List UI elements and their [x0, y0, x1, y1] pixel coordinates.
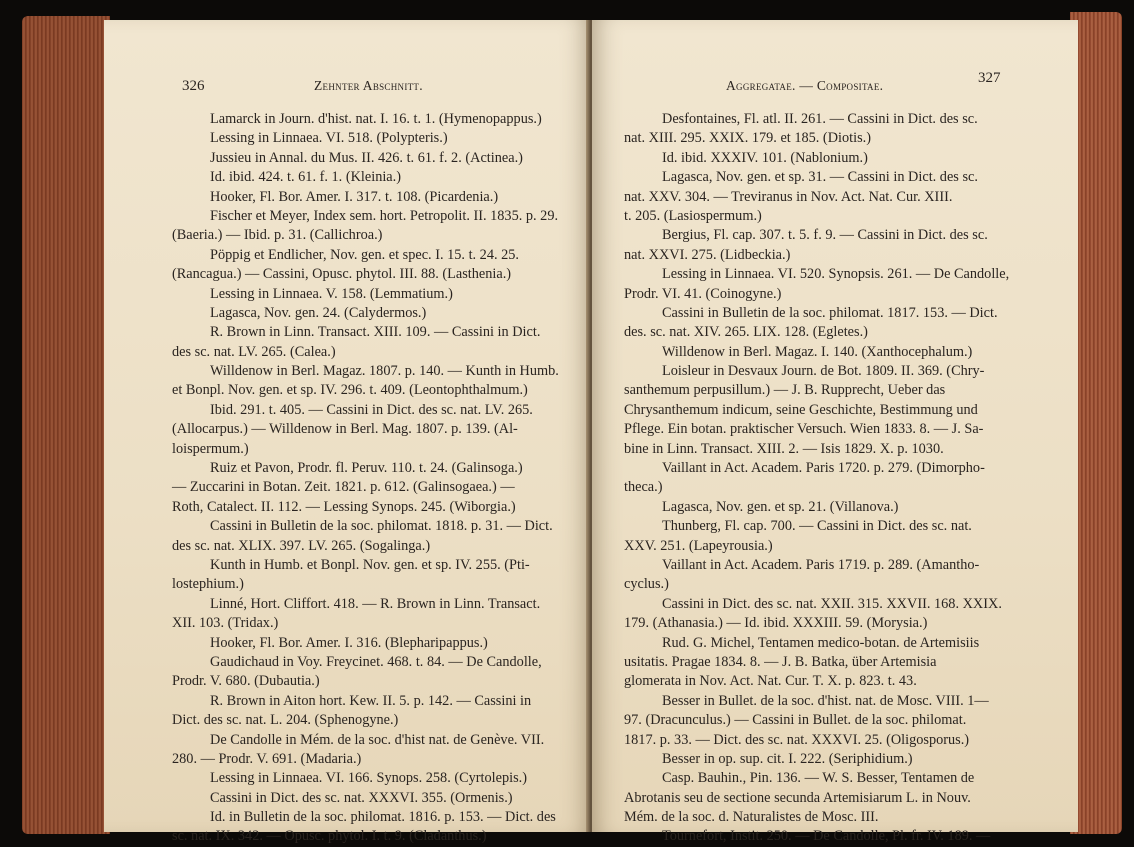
- left-page: [104, 20, 590, 845]
- text-line: De Candolle in Mém. de la soc. d'hist nat. de Genève. VII.: [210, 731, 545, 748]
- text-line: R. Brown in Linn. Transact. XIII. 109. — Cassini in Dict.: [210, 324, 541, 341]
- text-line: Lessing in Linnaea. VI. 166. Synops. 258. (Cyrtolepis.): [210, 770, 528, 787]
- text-line: loispermum.): [172, 440, 249, 457]
- text-line: Pflege. Ein botan. praktischer Versuch. Wien 1833. 8. — J. Sa-: [624, 421, 984, 438]
- text-line: lostephium.): [172, 576, 244, 593]
- text-line: Roth, Catalect. II. 112. — Lessing Synops. 245. (Wiborgia.): [172, 498, 516, 515]
- text-line: (Allocarpus.) — Willdenow in Berl. Mag. 1807. p. 139. (Al-: [172, 421, 518, 438]
- text-line: Prodr. V. 680. (Dubautia.): [172, 673, 320, 690]
- text-line: Lagasca, Nov. gen. 24. (Calydermos.): [210, 304, 427, 321]
- text-line: Vaillant in Act. Academ. Paris 1720. p. 279. (Dimorpho-: [662, 460, 985, 477]
- text-line: R. Brown in Aiton hort. Kew. II. 5. p. 142. — Cassini in: [210, 692, 532, 709]
- text-line: Abrotanis seu de sectione secunda Artemisiarum L. in Nouv.: [624, 789, 971, 806]
- text-line: des sc. nat. LV. 265. (Calea.): [172, 343, 336, 360]
- text-line: Willdenow in Berl. Magaz. I. 140. (Xanthocephalum.): [662, 343, 973, 360]
- text-line: Loisleur in Desvaux Journ. de Bot. 1809. II. 369. (Chry-: [662, 363, 985, 380]
- text-line: Hooker, Fl. Bor. Amer. I. 316. (Blepharipappus.): [210, 634, 488, 651]
- text-line: Besser in op. sup. cit. I. 222. (Seriphidium.): [662, 750, 913, 767]
- text-line: Id. ibid. XXXIV. 101. (Nablonium.): [662, 149, 868, 166]
- text-line: Cassini in Dict. des sc. nat. XXII. 315. XXVII. 168. XXIX.: [662, 595, 1002, 612]
- running-head: Zehnter Abschnitt.: [314, 78, 423, 93]
- text-line: XXV. 251. (Lapeyrousia.): [624, 537, 773, 554]
- text-line: Desfontaines, Fl. atl. II. 261. — Cassini in Dict. des sc.: [662, 111, 978, 127]
- text-line: Lamarck in Journ. d'hist. nat. I. 16. t. 1. (Hymenopappus.): [210, 111, 542, 127]
- text-line: Linné, Hort. Cliffort. 418. — R. Brown in Linn. Transact.: [210, 595, 541, 612]
- text-block: [624, 110, 1009, 847]
- text-line: 179. (Athanasia.) — Id. ibid. XXXIII. 59. (Morysia.): [624, 615, 928, 632]
- text-line: (Baeria.) — Ibid. p. 31. (Callichroa.): [172, 227, 383, 244]
- text-line: Vaillant in Act. Academ. Paris 1719. p. 289. (Amantho-: [662, 556, 980, 573]
- text-line: Kunth in Humb. et Bonpl. Nov. gen. et sp. IV. 255. (Pti-: [210, 556, 530, 573]
- text-line: theca.): [624, 479, 663, 496]
- book-fore-edge-left: [22, 16, 110, 834]
- text-line: Mém. de la soc. d. Naturalistes de Mosc. III.: [624, 809, 879, 826]
- text-line: Gaudichaud in Voy. Freycinet. 468. t. 84. — De Candolle,: [210, 653, 542, 670]
- text-line: Dict. des sc. nat. L. 204. (Sphenogyne.): [172, 712, 399, 729]
- text-line: Hooker, Fl. Bor. Amer. I. 317. t. 108. (Picardenia.): [210, 188, 499, 205]
- text-line: (Rancagua.) — Cassini, Opusc. phytol. III. 88. (Lasthenia.): [172, 266, 512, 283]
- text-line: des. sc. nat. XIV. 265. LIX. 128. (Egletes.): [624, 324, 868, 341]
- text-line: Lessing in Linnaea. V. 158. (Lemmatium.): [210, 285, 453, 302]
- text-line: Willdenow in Berl. Magaz. 1807. p. 140. — Kunth in Humb.: [210, 363, 559, 380]
- text-line: Bergius, Fl. cap. 307. t. 5. f. 9. — Cassini in Dict. des sc.: [662, 227, 988, 244]
- text-line: Casp. Bauhin., Pin. 136. — W. S. Besser, Tentamen de: [662, 770, 975, 787]
- text-line: Cassini in Bulletin de la soc. philomat. 1818. p. 31. — Dict.: [210, 518, 553, 535]
- text-line: usitatis. Pragae 1834. 8. — J. B. Batka, über Artemisia: [624, 653, 937, 670]
- text-line: 97. (Dracunculus.) — Cassini in Bullet. de la soc. philomat.: [624, 712, 967, 729]
- text-line: Ruiz et Pavon, Prodr. fl. Peruv. 110. t. 24. (Galinsoga.): [210, 460, 523, 477]
- text-line: Besser in Bullet. de la soc. d'hist. nat. de Mosc. VIII. 1—: [662, 692, 989, 709]
- text-line: Tournefort, Instit. 250. — De Candolle, Pl. fr. IV. 189. —: [662, 828, 991, 845]
- text-line: Fischer et Meyer, Index sem. hort. Petropolit. II. 1835. p. 29.: [210, 207, 559, 224]
- text-line: Prodr. VI. 41. (Coinogyne.): [624, 285, 782, 302]
- text-block: [172, 110, 559, 847]
- text-line: bine in Linn. Transact. XIII. 2. — Isis 1829. X. p. 1030.: [624, 440, 944, 457]
- text-line: santhemum perpusillum.) — J. B. Rupprecht, Ueber das: [624, 382, 946, 399]
- running-head: Aggregatae. — Compositae.: [726, 78, 884, 93]
- text-line: Id. in Bulletin de la soc. philomat. 1816. p. 153. — Dict. des: [210, 809, 556, 826]
- text-line: nat. XIII. 295. XXIX. 179. et 185. (Diotis.): [624, 130, 871, 147]
- page-number: 327: [978, 70, 1001, 86]
- text-line: — Zuccarini in Botan. Zeit. 1821. p. 612. (Galinsogaea.) —: [172, 479, 515, 496]
- text-line: Id. ibid. 424. t. 61. f. 1. (Kleinia.): [210, 169, 401, 186]
- text-line: Chrysanthemum indicum, seine Geschichte, Bestimmung und: [624, 401, 978, 418]
- text-line: Thunberg, Fl. cap. 700. — Cassini in Dict. des sc. nat.: [662, 518, 972, 535]
- text-line: Lagasca, Nov. gen. et sp. 21. (Villanova.): [662, 498, 899, 515]
- right-page: [592, 20, 1078, 845]
- page-number: 326: [182, 78, 205, 94]
- text-line: 280. — Prodr. V. 691. (Madaria.): [172, 750, 362, 767]
- text-line: Rud. G. Michel, Tentamen medico-botan. de Artemisiis: [662, 634, 980, 651]
- text-line: 1817. p. 33. — Dict. des sc. nat. XXXVI. 25. (Oligosporus.): [624, 731, 970, 748]
- text-line: sc. nat. IX. 342. — Opusc. phytol. I. t. 9. (Cladanthus.): [172, 828, 487, 845]
- text-line: XII. 103. (Tridax.): [172, 615, 279, 632]
- text-line: Pöppig et Endlicher, Nov. gen. et spec. I. 15. t. 24. 25.: [210, 246, 520, 263]
- text-line: Lessing in Linnaea. VI. 520. Synopsis. 261. — De Candolle,: [662, 266, 1010, 283]
- text-line: nat. XXVI. 275. (Lidbeckia.): [624, 246, 791, 263]
- text-line: glomerata in Nov. Act. Nat. Cur. T. X. p. 823. t. 43.: [624, 673, 917, 690]
- text-line: Cassini in Dict. des sc. nat. XXXVI. 355. (Ormenis.): [210, 789, 513, 806]
- text-line: Jussieu in Annal. du Mus. II. 426. t. 61. f. 2. (Actinea.): [210, 149, 523, 166]
- text-line: cyclus.): [624, 576, 669, 593]
- text-line: Cassini in Bulletin de la soc. philomat. 1817. 153. — Dict.: [662, 304, 998, 321]
- text-line: Lessing in Linnaea. VI. 518. (Polypteris.): [210, 130, 448, 147]
- text-line: des sc. nat. XLIX. 397. LV. 265. (Sogalinga.): [172, 537, 431, 554]
- text-line: Ibid. 291. t. 405. — Cassini in Dict. des sc. nat. LV. 265.: [210, 401, 533, 418]
- text-line: Lagasca, Nov. gen. et sp. 31. — Cassini in Dict. des sc.: [662, 169, 978, 186]
- text-line: et Bonpl. Nov. gen. et sp. IV. 296. t. 409. (Leontophthalmum.): [172, 382, 528, 399]
- text-line: nat. XXV. 304. — Treviranus in Nov. Act. Nat. Cur. XIII.: [624, 188, 953, 205]
- text-line: t. 205. (Lasiospermum.): [624, 207, 762, 224]
